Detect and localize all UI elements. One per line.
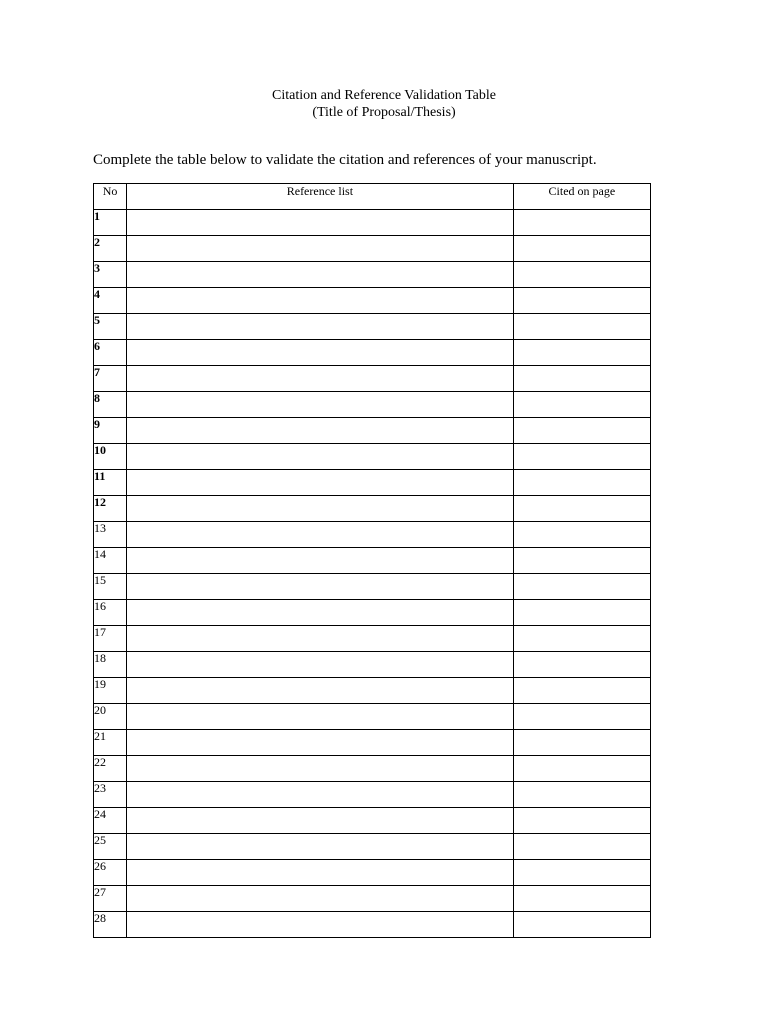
- document-subtitle: (Title of Proposal/Thesis): [312, 105, 456, 120]
- reference-cell[interactable]: [127, 730, 514, 756]
- row-number: 20: [94, 704, 127, 730]
- reference-cell[interactable]: [127, 496, 514, 522]
- row-number: 24: [94, 808, 127, 834]
- cited-on-page-cell[interactable]: [513, 288, 650, 314]
- reference-cell[interactable]: [127, 652, 514, 678]
- reference-cell[interactable]: [127, 288, 514, 314]
- table-row: [94, 314, 651, 340]
- cited-on-page-cell[interactable]: [513, 470, 650, 496]
- table-row: [94, 704, 651, 730]
- reference-cell[interactable]: [127, 886, 514, 912]
- table-row: [94, 678, 651, 704]
- reference-cell[interactable]: [127, 444, 514, 470]
- row-number: 23: [94, 782, 127, 808]
- cited-on-page-cell[interactable]: [513, 782, 650, 808]
- document-title: Citation and Reference Validation Table: [272, 88, 496, 103]
- row-number: 17: [94, 626, 127, 652]
- table-row: [94, 470, 651, 496]
- row-number: 18: [94, 652, 127, 678]
- instructions-text: Complete the table below to validate the citation and references of your manuscript.: [93, 152, 597, 168]
- row-number: 8: [94, 392, 127, 418]
- cited-on-page-cell[interactable]: [513, 262, 650, 288]
- reference-cell[interactable]: [127, 522, 514, 548]
- cited-on-page-cell[interactable]: [513, 418, 650, 444]
- table-row: [94, 444, 651, 470]
- reference-cell[interactable]: [127, 392, 514, 418]
- table-row: [94, 912, 651, 938]
- row-number: 28: [94, 912, 127, 938]
- table-header-row: [94, 184, 651, 210]
- table-row: [94, 834, 651, 860]
- reference-cell[interactable]: [127, 912, 514, 938]
- reference-cell[interactable]: [127, 678, 514, 704]
- row-number: 10: [94, 444, 127, 470]
- cited-on-page-cell[interactable]: [513, 678, 650, 704]
- cited-on-page-cell[interactable]: [513, 886, 650, 912]
- cited-on-page-cell[interactable]: [513, 756, 650, 782]
- table-row: [94, 730, 651, 756]
- row-number: 9: [94, 418, 127, 444]
- reference-cell[interactable]: [127, 860, 514, 886]
- cited-on-page-cell[interactable]: [513, 704, 650, 730]
- cited-on-page-cell[interactable]: [513, 912, 650, 938]
- cited-on-page-cell[interactable]: [513, 496, 650, 522]
- cited-on-page-cell[interactable]: [513, 340, 650, 366]
- table-row: [94, 860, 651, 886]
- row-number: 27: [94, 886, 127, 912]
- reference-cell[interactable]: [127, 314, 514, 340]
- row-number: 26: [94, 860, 127, 886]
- reference-cell[interactable]: [127, 574, 514, 600]
- table-row: [94, 808, 651, 834]
- reference-cell[interactable]: [127, 340, 514, 366]
- row-number: 1: [94, 210, 127, 236]
- row-number: 6: [94, 340, 127, 366]
- cited-on-page-cell[interactable]: [513, 600, 650, 626]
- reference-cell[interactable]: [127, 626, 514, 652]
- row-number: 21: [94, 730, 127, 756]
- reference-cell[interactable]: [127, 834, 514, 860]
- row-number: 16: [94, 600, 127, 626]
- cited-on-page-cell[interactable]: [513, 574, 650, 600]
- table-row: [94, 652, 651, 678]
- table-row: [94, 522, 651, 548]
- table-row: [94, 496, 651, 522]
- table-row: [94, 340, 651, 366]
- table-row: [94, 574, 651, 600]
- reference-cell[interactable]: [127, 262, 514, 288]
- row-number: 11: [94, 470, 127, 496]
- reference-cell[interactable]: [127, 470, 514, 496]
- cited-on-page-cell[interactable]: [513, 522, 650, 548]
- row-number: 12: [94, 496, 127, 522]
- cited-on-page-cell[interactable]: [513, 730, 650, 756]
- reference-cell[interactable]: [127, 548, 514, 574]
- reference-cell[interactable]: [127, 366, 514, 392]
- table-row: [94, 600, 651, 626]
- table-row: [94, 236, 651, 262]
- row-number: 19: [94, 678, 127, 704]
- table-row: [94, 210, 651, 236]
- cited-on-page-cell[interactable]: [513, 314, 650, 340]
- row-number: 13: [94, 522, 127, 548]
- row-number: 15: [94, 574, 127, 600]
- row-number: 22: [94, 756, 127, 782]
- reference-cell[interactable]: [127, 236, 514, 262]
- reference-cell[interactable]: [127, 756, 514, 782]
- reference-cell[interactable]: [127, 418, 514, 444]
- cited-on-page-cell[interactable]: [513, 834, 650, 860]
- table-row: [94, 548, 651, 574]
- header-no: No: [94, 184, 127, 210]
- cited-on-page-cell[interactable]: [513, 548, 650, 574]
- reference-cell[interactable]: [127, 210, 514, 236]
- title-block: [0, 87, 768, 121]
- cited-on-page-cell[interactable]: [513, 860, 650, 886]
- table-row: [94, 392, 651, 418]
- table-row: [94, 782, 651, 808]
- validation-table: [93, 183, 651, 938]
- table-row: [94, 756, 651, 782]
- header-reference-list: Reference list: [127, 184, 514, 210]
- reference-cell[interactable]: [127, 782, 514, 808]
- row-number: 25: [94, 834, 127, 860]
- reference-cell[interactable]: [127, 808, 514, 834]
- cited-on-page-cell[interactable]: [513, 210, 650, 236]
- cited-on-page-cell[interactable]: [513, 808, 650, 834]
- table-row: [94, 418, 651, 444]
- row-number: 5: [94, 314, 127, 340]
- table-row: [94, 886, 651, 912]
- cited-on-page-cell[interactable]: [513, 392, 650, 418]
- row-number: 14: [94, 548, 127, 574]
- row-number: 7: [94, 366, 127, 392]
- table-row: [94, 626, 651, 652]
- table-row: [94, 288, 651, 314]
- cited-on-page-cell[interactable]: [513, 236, 650, 262]
- cited-on-page-cell[interactable]: [513, 626, 650, 652]
- cited-on-page-cell[interactable]: [513, 652, 650, 678]
- header-cited-on-page: Cited on page: [513, 184, 650, 210]
- row-number: 2: [94, 236, 127, 262]
- row-number: 3: [94, 262, 127, 288]
- cited-on-page-cell[interactable]: [513, 444, 650, 470]
- row-number: 4: [94, 288, 127, 314]
- table-body: [94, 210, 651, 938]
- table-row: [94, 366, 651, 392]
- reference-cell[interactable]: [127, 600, 514, 626]
- table-row: [94, 262, 651, 288]
- cited-on-page-cell[interactable]: [513, 366, 650, 392]
- reference-cell[interactable]: [127, 704, 514, 730]
